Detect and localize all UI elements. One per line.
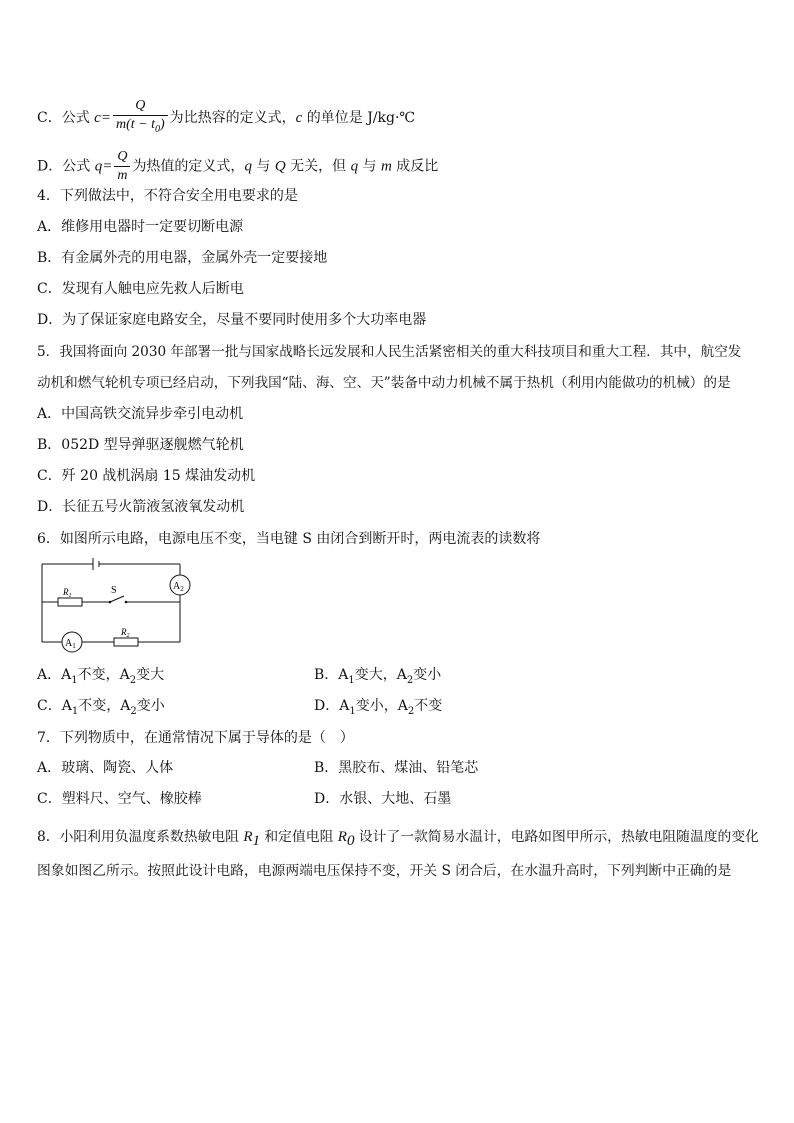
formula-fraction: $\frac{Q}{m}$	[114, 148, 130, 185]
resistor-r1	[58, 598, 82, 606]
q6-option-a[interactable]: A．$A_1$不变，$A_2$变大	[37, 667, 165, 686]
resistor-r2	[114, 638, 138, 646]
q6-option-d[interactable]: D．$A_1$变小，$A_2$不变	[314, 698, 443, 717]
formula-fraction: $\frac{Q}{m(t - t_0)}$	[113, 97, 168, 139]
svg-text:A1: $A_1$	[65, 638, 76, 650]
r1-label: R	[63, 587, 69, 597]
q8-stem-line1: 8．小阳利用负温度系数热敏电阻 $R_1$ 和定值电阻 $R_0$ 设计了一款简易水温计，电路如图甲所示，热敏电阻随温度的变化	[37, 829, 759, 849]
q7-option-b[interactable]: B．黑胶布、煤油、铅笔芯	[314, 760, 479, 776]
q6-option-c[interactable]: C．$A_1$不变，$A_2$变小	[37, 698, 165, 717]
q7-option-a[interactable]: A．玻璃、陶瓷、人体	[37, 760, 174, 776]
q4-stem: 4．下列做法中，不符合安全用电要求的是	[37, 188, 298, 204]
q3-option-c[interactable]: C．公式 c= $\frac{Q}{m(t - t_0)}$ 为比热容的定义式，c 的单位是 J/kg·℃	[37, 97, 415, 139]
q5-option-c[interactable]: C．歼 20 战机涡扇 15 煤油发动机	[37, 468, 256, 484]
q5-option-d[interactable]: D．长征五号火箭液氢液氧发动机	[37, 499, 245, 515]
svg-text:R1: $R_1$	[63, 587, 72, 599]
q4-option-c[interactable]: C．发现有人触电应先救人后断电	[37, 281, 244, 297]
a1-label: A	[65, 638, 73, 649]
q7-option-d[interactable]: D．水银、大地、石墨	[314, 791, 452, 807]
q7-stem: 7．下列物质中，在通常情况下属于导体的是（ ）	[37, 730, 354, 746]
svg-text:A2: $A_2$	[173, 581, 184, 593]
r2-label: R	[121, 627, 127, 637]
q8-stem-line2: 图象如图乙所示。按照此设计电路，电源两端电压保持不变，开关 S 闭合后，在水温升高时，下列判断中正确的是	[37, 863, 732, 879]
a2-label: A	[173, 581, 181, 592]
q4-option-d[interactable]: D．为了保证家庭电路安全，尽量不要同时使用多个大功率电器	[37, 312, 427, 328]
q6-stem: 6．如图所示电路，电源电压不变，当电键 S 由闭合到断开时，两电流表的读数将	[37, 531, 541, 547]
q6-option-b[interactable]: B．$A_1$变大，$A_2$变小	[314, 667, 442, 686]
q5-option-b[interactable]: B．052D 型导弹驱逐舰燃气轮机	[37, 437, 244, 453]
q3-option-d[interactable]: D．公式 q= $\frac{Q}{m}$ 为热值的定义式，q 与 Q 无关，但 q 与 m 成反比	[37, 149, 439, 183]
switch-s-blade	[110, 596, 124, 602]
q5-stem-line2: 动机和燃气轮机专项已经启动，下列我国“陆、海、空、天”装备中动力机械不属于热机（利用内能做功的机械）的是	[37, 375, 731, 391]
q5-option-a[interactable]: A．中国高铁交流异步牵引电动机	[37, 406, 244, 422]
svg-text:R2: $R_2$	[121, 627, 130, 639]
q7-option-c[interactable]: C．塑料尺、空气、橡胶棒	[37, 791, 202, 807]
q4-option-a[interactable]: A．维修用电器时一定要切断电源	[37, 219, 244, 235]
q5-stem-line1: 5．我国将面向 2030 年部署一批与国家战略长远发展和人民生活紧密相关的重大科技项目和重大工程．其中，航空发	[37, 344, 742, 360]
q6-circuit-diagram	[38, 555, 198, 655]
q4-option-b[interactable]: B．有金属外壳的用电器，金属外壳一定要接地	[37, 250, 328, 266]
switch-label: S	[111, 585, 117, 596]
